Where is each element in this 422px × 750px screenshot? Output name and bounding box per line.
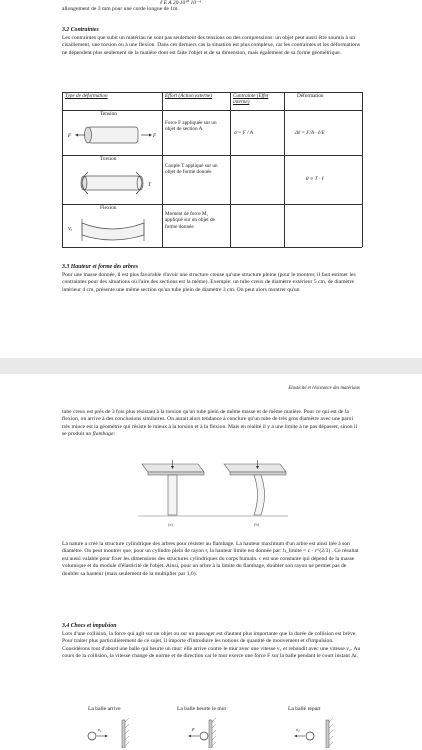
figure-caption-b: (b) <box>254 522 260 527</box>
paragraph-flambage-text: tube creux est près de 3 fois plus résistant à la torsion qu'un tube plein de même masse et de même matière. Pour ce qui est de la flexion, on arrive à des conclusions similaires. On aurait alors tendance à conclure qu'un tube de très gros diamètre avec une paroi très mince est la géométrie qui résiste le mieux à la torsion et à la flexion. Mais en réalité il y a une limite à ne pas dépasser, sinon il se produit un <box>62 409 358 438</box>
header-contrainte: Contrainte (Effet interne) <box>233 93 269 106</box>
flexion-effort: Moment de force M, appliqué sur un objet de forme donnée <box>165 211 215 230</box>
torsion-label: T <box>148 183 151 188</box>
document-page-1 <box>0 0 422 358</box>
row-name-tension: Tension <box>100 111 117 117</box>
flexion-label: Vₒ <box>68 226 73 231</box>
section-3-2-heading: 3.2 Contraintes <box>62 27 99 33</box>
ball-label-leaves: La balle repart <box>288 706 321 712</box>
paragraph-flambage <box>62 409 362 439</box>
header-effort: Effort (Action externe) <box>165 93 212 99</box>
top-text-line: allongement de 3 mm pour une corde longue de 1m. <box>62 6 179 12</box>
header-deformation: Déformation <box>297 93 324 99</box>
row-name-torsion: Torsion <box>100 156 117 162</box>
buckling-illustration <box>128 458 298 530</box>
v1-label: v₁ <box>98 727 102 732</box>
ball-collision-illustration <box>78 718 348 748</box>
document-page-2 <box>0 374 422 750</box>
section-3-3-heading: 3.3 Hauteur et forme des arbres <box>62 264 139 270</box>
section-3-4-heading: 3.4 Chocs et impulsion <box>62 623 117 629</box>
running-header: Elasticité et résistance des matériaux <box>288 386 360 391</box>
ball-label-hits: La balle heurte le mur <box>177 706 227 712</box>
tension-effort: Force F appliquée sur un objet de section A <box>165 120 217 133</box>
torsion-effort: Couple T appliqué sur un objet de forme donnée <box>165 163 218 176</box>
tension-deformation: Δℓ = F/A · ℓ/E <box>295 130 325 136</box>
row-name-flexion: Flexion <box>100 205 117 211</box>
tension-label-left: F <box>68 134 72 139</box>
flexion-illustration <box>66 213 158 245</box>
tension-contrainte: σ = F / A <box>234 130 253 136</box>
deformation-table <box>62 92 362 247</box>
flambage-term: flambage: <box>92 431 116 438</box>
ball-label-arrives: La balle arrive <box>88 706 121 712</box>
top-formula-fragment: ℓ E A 20·10¹⁰ 10⁻⁴ <box>160 0 201 6</box>
v2-label: v₂ <box>296 727 300 732</box>
tension-illustration <box>66 119 158 151</box>
figure-caption-a: (a) <box>168 522 173 527</box>
section-3-2-body: Les contraintes que subit un matériau ne sont pas seulement des tensions ou des compressions: un objet peut aussi être soumis à un cisaillement, une torsion ou à une flexion. Dans ces derniers cas la situation est plus complexe, car les contraintes et les déformations ne dépendent plus seulement de la matière dont est faite l'objet et de sa dimension, mais également de sa forme géométrique. <box>62 35 360 56</box>
section-3-4-body: Lors d'une collision, la force qui agit sur un objet ou sur un passager est d'autant plus importante que la durée de collision est brève. Pour traiter plus particulièrement de ce sujet, il importe d'introduire les notions de quantité de mouvement et d'impulsion. Considérons tout d'abord une balle qui heurte un mur: elle arrive contre le mur avec une vitesse v₁ et rebondit avec une vitesse v₂. Au cours de la collision, la vitesse change de norme et de direction car le mur exerce une force F sur la balle pendant le court instant Δt. <box>62 631 361 660</box>
header-type: Type de déformation <box>65 93 108 99</box>
paragraph-trees: La nature a créé la structure cylindrique des arbres pour résister au flambage. La hauteur maximum d'un arbre est ainsi liée à son diamètre. On peut montrer que, pour un cylindre plein de rayon r, la hauteur limite est donnée par: h_limite = c · r^(2/3) . Ce résultat est aussi valable pour fixer les dimensions des structures cylindriques du corps humain. c est une constante qui dépend de la masse volumique et du module d'élasticité de l'objet. Ainsi, pour un arbre à la limite du flambage, doubler son rayon ne permet pas de doubler sa hauteur (mais seulement de la multiplier par 1,6). <box>62 541 359 577</box>
tension-label-right: F <box>153 134 157 139</box>
section-3-3-body: Pour une masse donnée, il est plus favorable d'avoir une structure creuse qu'une structure pleine (pour le montrer, il faut estimer les contraintes pour des situations où l'aire des sections est la même). Exemple: un tube creux de diamètre extérieur 5 cm, de diamètre intérieur 4 cm, présente une même section qu'un tube plein de diamètre 3 cm. On peut alors montrer qu'un <box>62 272 356 293</box>
torsion-deformation: θ ∝ T · ℓ <box>306 176 324 182</box>
force-label: F <box>192 727 195 732</box>
torsion-illustration <box>66 164 158 202</box>
